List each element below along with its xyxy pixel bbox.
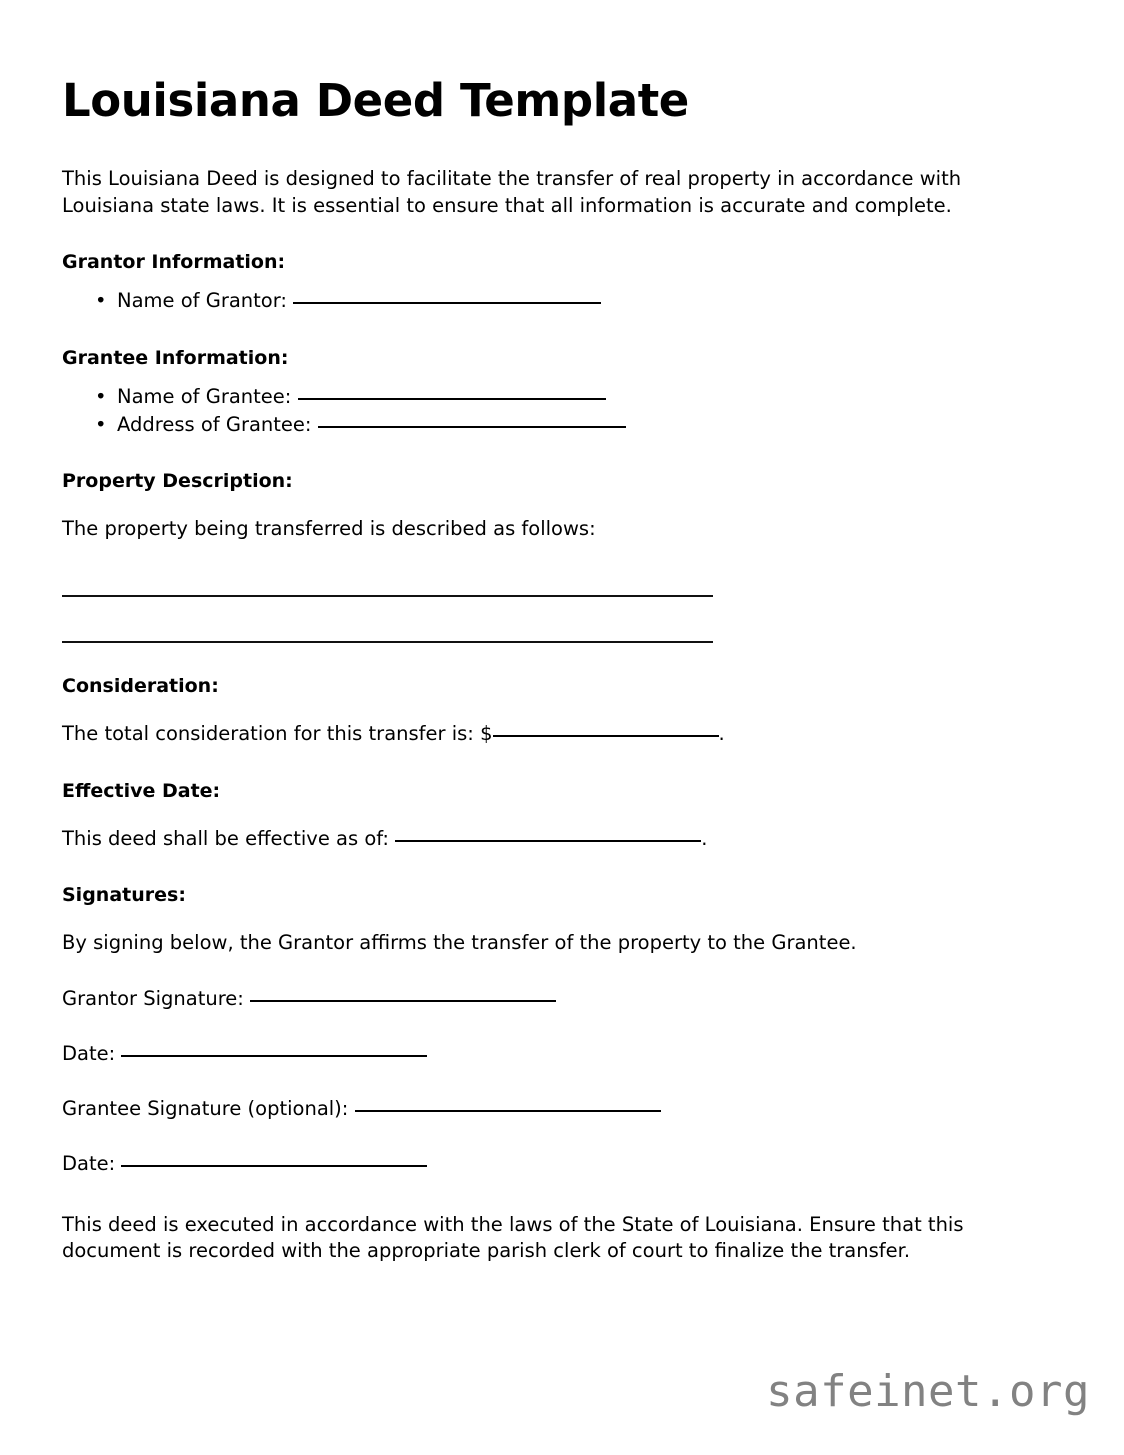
address-of-grantee-label: Address of Grantee: [117, 412, 318, 436]
grantor-date-blank[interactable] [121, 1055, 427, 1057]
grantor-field-list [62, 287, 1062, 315]
list-item [62, 287, 1062, 315]
intro-paragraph: This Louisiana Deed is designed to facilitate the transfer of real property in accordance with Louisiana state laws. It is essential to ensure that all information is accurate and complete. [62, 167, 962, 217]
grantee-date-label: Date: [62, 1152, 122, 1176]
property-description-intro: The property being transferred is described as follows: [62, 517, 596, 541]
address-of-grantee-blank[interactable] [318, 426, 626, 428]
property-description-blank-line-2[interactable] [62, 641, 713, 643]
list-item [62, 411, 1062, 439]
grantee-date-line [62, 1150, 1062, 1177]
grantor-date-line [62, 1040, 1062, 1067]
effective-date-suffix-label: . [701, 826, 708, 850]
effective-date-heading: Effective Date: [62, 779, 221, 802]
grantor-signature-line [62, 985, 1062, 1012]
closing-paragraph: This deed is executed in accordance with the laws of the State of Louisiana. Ensure that this document is recorded with the appropriate parish clerk of court to finalize the transfer. [62, 1212, 964, 1263]
grantee-signature-label: Grantee Signature (optional): [62, 1097, 355, 1121]
property-description-blank-line-1[interactable] [62, 595, 713, 597]
property-description-blank-lines [62, 595, 1062, 643]
effective-date-blank[interactable] [395, 840, 701, 842]
name-of-grantor-label: Name of Grantor: [117, 289, 294, 313]
consideration-amount-blank[interactable] [493, 735, 719, 737]
signatures-heading: Signatures: [62, 884, 186, 907]
grantee-information-heading: Grantee Information: [62, 347, 289, 370]
grantee-signature-line [62, 1095, 1062, 1122]
grantor-signature-label: Grantor Signature: [62, 986, 251, 1010]
effective-date-prefix-label: This deed shall be effective as of: [62, 826, 396, 850]
consideration-prefix-label: The total consideration for this transfer is: $ [62, 722, 493, 745]
page-title: Louisiana Deed Template [62, 74, 689, 127]
grantor-date-label: Date: [62, 1041, 122, 1065]
grantor-information-heading: Grantor Information: [62, 251, 286, 274]
grantee-signature-blank[interactable] [355, 1110, 661, 1112]
name-of-grantee-label: Name of Grantee: [117, 385, 298, 409]
consideration-heading: Consideration: [62, 675, 219, 697]
grantee-date-blank[interactable] [121, 1165, 427, 1167]
watermark: safeinet.org [766, 1366, 1090, 1417]
list-item [62, 383, 1062, 411]
consideration-suffix-label: . [718, 722, 725, 745]
consideration-line [62, 721, 1037, 748]
property-description-heading: Property Description: [62, 470, 293, 493]
effective-date-line [62, 826, 1037, 853]
grantor-signature-blank[interactable] [250, 1000, 556, 1002]
grantee-field-list [62, 383, 1062, 438]
name-of-grantee-blank[interactable] [298, 398, 606, 400]
name-of-grantor-blank[interactable] [293, 302, 601, 304]
signatures-statement: By signing below, the Grantor affirms the transfer of the property to the Grantee. [62, 931, 857, 955]
